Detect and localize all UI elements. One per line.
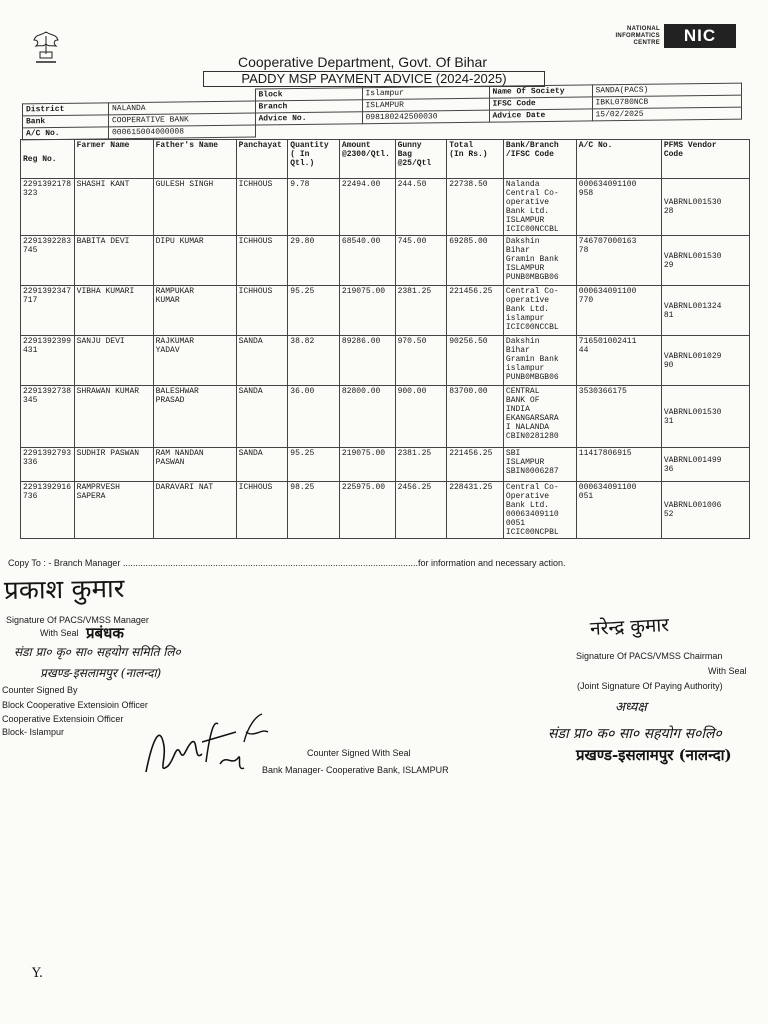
cell-father: DARAVARI NAT — [153, 482, 236, 539]
col-header: Farmer Name — [74, 140, 153, 179]
department-name: Cooperative Department, Govt. Of Bihar — [238, 54, 487, 70]
cell-total: 221456.25 — [447, 448, 504, 482]
cell-gunny: 244.50 — [395, 179, 447, 236]
cell-farmer: BABITA DEVI — [74, 236, 153, 286]
counter-signed-seal: Counter Signed With Seal — [307, 748, 411, 758]
cell-qty: 95.25 — [288, 286, 340, 336]
cell-gunny: 970.50 — [395, 336, 447, 386]
nic-logo-mark: NIC — [664, 24, 736, 48]
table-row — [21, 336, 750, 386]
cell-pfms: VABRNL001006 52 — [661, 482, 749, 539]
table-row — [21, 482, 750, 539]
col-header: Panchayat — [236, 140, 288, 179]
cell-gunny: 2381.25 — [395, 448, 447, 482]
col-header: A/C No. — [576, 140, 661, 179]
table-header-row — [21, 140, 750, 179]
table-row — [21, 386, 750, 448]
corner-mark: Y. — [32, 966, 44, 981]
copy-to-line: Copy To : - Branch Manager ......................................................................................................................for information and necessary action. — [8, 558, 566, 568]
ac-label: A/C No. — [23, 127, 109, 140]
cell-father: RAM NANDAN PASWAN — [153, 448, 236, 482]
joint-signature-label: (Joint Signature Of Paying Authority) — [577, 681, 723, 691]
cell-bank: Nalanda Central Co- operative Bank Ltd. ISLAMPUR ICIC00NCCBL — [503, 179, 576, 236]
document-title: PADDY MSP PAYMENT ADVICE (2024-2025) — [203, 71, 545, 87]
cell-gunny: 2381.25 — [395, 286, 447, 336]
cell-father: GULESH SINGH — [153, 179, 236, 236]
payment-table — [20, 139, 750, 539]
cell-gunny: 2456.25 — [395, 482, 447, 539]
cell-farmer: SHASHI KANT — [74, 179, 153, 236]
col-header: Gunny Bag @25/Qtl — [395, 140, 447, 179]
bank-manager-line: Bank Manager- Cooperative Bank, ISLAMPUR — [262, 765, 449, 775]
cell-pfms: VABRNL001029 90 — [661, 336, 749, 386]
col-header: Reg No. — [21, 140, 75, 179]
manager-stamp-title: प्रबंधक — [86, 624, 124, 642]
cell-bank: Central Co- operative Bank Ltd. islampur ICIC00NCCBL — [503, 286, 576, 336]
cell-panchayat: SANDA — [236, 386, 288, 448]
manager-stamp-society: संडा प्रा० कृ० सा० सहयोग समिति लि० — [14, 645, 181, 659]
cell-bank: Central Co- Operative Bank Ltd. 00063409110 0051 ICIC00NCPBL — [503, 482, 576, 539]
cell-amount: 225975.00 — [339, 482, 395, 539]
cell-amount: 219075.00 — [339, 448, 395, 482]
cell-qty: 29.80 — [288, 236, 340, 286]
bank-value: COOPERATIVE BANK — [109, 113, 256, 127]
col-header: Total (In Rs.) — [447, 140, 504, 179]
chairman-stamp-society: संडा प्रा० क० सा० सहयोग स०लि० — [548, 726, 722, 742]
table-row — [21, 286, 750, 336]
manager-signature: प्रकाश कुमार — [3, 573, 125, 607]
bank-label: Bank — [23, 115, 109, 128]
col-header: Quantity ( In Qtl.) — [288, 140, 340, 179]
advice-no-label: Advice No. — [255, 112, 362, 125]
cell-reg: 2291392738345 — [21, 386, 75, 448]
cell-amount: 219075.00 — [339, 286, 395, 336]
cell-qty: 36.00 — [288, 386, 340, 448]
cell-farmer: SHRAWAN KUMAR — [74, 386, 153, 448]
cell-amount: 89286.00 — [339, 336, 395, 386]
table-row — [21, 236, 750, 286]
bceo-line-1: Block Cooperative Extensioin Officer — [2, 700, 148, 710]
block-label: Block — [255, 88, 362, 101]
cell-reg: 2291392793336 — [21, 448, 75, 482]
district-value: NALANDA — [109, 101, 256, 115]
cell-pfms: VABRNL001530 31 — [661, 386, 749, 448]
cell-gunny: 900.00 — [395, 386, 447, 448]
chairman-signature-label: Signature Of PACS/VMSS Chairman — [576, 651, 723, 661]
cell-gunny: 745.00 — [395, 236, 447, 286]
cell-pfms: VABRNL001324 81 — [661, 286, 749, 336]
cell-ac: 716501002411 44 — [576, 336, 661, 386]
district-label: District — [23, 103, 109, 116]
cell-panchayat: ICHHOUS — [236, 179, 288, 236]
bihar-emblem-icon — [30, 30, 62, 66]
manager-with-seal: With Seal — [40, 628, 79, 638]
ifsc-label: IFSC Code — [489, 97, 592, 110]
cell-bank: Dakshin Bihar Gramin Bank ISLAMPUR PUNB0MBGB06 — [503, 236, 576, 286]
col-header: Bank/Branch /IFSC Code — [503, 140, 576, 179]
cell-farmer: SANJU DEVI — [74, 336, 153, 386]
ifsc-value: IBKL0780NCB — [592, 95, 742, 109]
cell-qty: 38.82 — [288, 336, 340, 386]
cell-panchayat: SANDA — [236, 336, 288, 386]
cell-reg: 2291392178323 — [21, 179, 75, 236]
cell-total: 69285.00 — [447, 236, 504, 286]
cell-reg: 2291392347717 — [21, 286, 75, 336]
cell-total: 228431.25 — [447, 482, 504, 539]
bceo-line-2: Cooperative Extensioin Officer — [2, 714, 124, 724]
advice-no-value: 098180242500030 — [362, 110, 489, 124]
cell-father: BALESHWAR PRASAD — [153, 386, 236, 448]
nic-logo-text: NATIONAL INFORMATICS CENTRE — [615, 26, 660, 46]
cell-ac: 11417806915 — [576, 448, 661, 482]
manager-stamp-block: प्रखण्ड-इसलामपुर (नालन्दा) — [40, 666, 162, 680]
cell-panchayat: ICHHOUS — [236, 286, 288, 336]
cell-total: 221456.25 — [447, 286, 504, 336]
cell-father: DIPU KUMAR — [153, 236, 236, 286]
cell-pfms: VABRNL001530 28 — [661, 179, 749, 236]
cell-pfms: VABRNL001499 36 — [661, 448, 749, 482]
cell-total: 22738.50 — [447, 179, 504, 236]
cell-qty: 9.78 — [288, 179, 340, 236]
table-row — [21, 448, 750, 482]
cell-bank: Dakshin Bihar Gramin Bank islampur PUNB0MBGB06 — [503, 336, 576, 386]
cell-total: 90256.50 — [447, 336, 504, 386]
table-row — [21, 179, 750, 236]
cell-total: 83700.00 — [447, 386, 504, 448]
cell-father: RAMPUKAR KUMAR — [153, 286, 236, 336]
cell-ac: 000634091100 958 — [576, 179, 661, 236]
cell-qty: 95.25 — [288, 448, 340, 482]
society-value: SANDA(PACS) — [592, 83, 742, 97]
cell-ac: 000634091100 770 — [576, 286, 661, 336]
manager-signature-label: Signature Of PACS/VMSS Manager — [6, 615, 149, 625]
ac-value: 000615004000008 — [109, 125, 256, 139]
branch-label: Branch — [255, 100, 362, 113]
cell-farmer: RAMPRVESH SAPERA — [74, 482, 153, 539]
cell-reg: 2291392283745 — [21, 236, 75, 286]
cell-bank: SBI ISLAMPUR SBIN0006287 — [503, 448, 576, 482]
chairman-signature: नरेन्द्र कुमार — [589, 613, 670, 641]
society-label: Name Of Society — [489, 85, 592, 98]
col-header: PFMS Vendor Code — [661, 140, 749, 179]
block-value: Islampur — [362, 86, 489, 100]
cell-amount: 82800.00 — [339, 386, 395, 448]
cell-ac: 746707000163 78 — [576, 236, 661, 286]
col-header: Amount @2300/Qtl. — [339, 140, 395, 179]
nic-logo — [586, 24, 756, 50]
cell-ac: 3530366175 — [576, 386, 661, 448]
col-header: Father's Name — [153, 140, 236, 179]
cell-farmer: VIBHA KUMARI — [74, 286, 153, 336]
cell-amount: 22494.00 — [339, 179, 395, 236]
cell-father: RAJKUMAR YADAV — [153, 336, 236, 386]
branch-value: ISLAMPUR — [362, 98, 489, 112]
cell-panchayat: SANDA — [236, 448, 288, 482]
cell-qty: 98.25 — [288, 482, 340, 539]
advice-date-value: 15/02/2025 — [592, 107, 742, 121]
cell-panchayat: ICHHOUS — [236, 482, 288, 539]
cell-ac: 000634091100 051 — [576, 482, 661, 539]
cell-reg: 2291392916736 — [21, 482, 75, 539]
officer-signature — [140, 702, 280, 792]
cell-farmer: SUDHIR PASWAN — [74, 448, 153, 482]
bceo-line-3: Block- Islampur — [2, 727, 65, 737]
chairman-stamp-block: प्रखण्ड-इसलामपुर (नालन्दा) — [576, 746, 732, 764]
cell-pfms: VABRNL001530 29 — [661, 236, 749, 286]
cell-reg: 2291392399431 — [21, 336, 75, 386]
chairman-stamp-title: अध्यक्ष — [615, 700, 647, 715]
advice-date-label: Advice Date — [489, 109, 592, 122]
counter-signed-by: Counter Signed By — [2, 685, 78, 695]
cell-amount: 68540.00 — [339, 236, 395, 286]
chairman-with-seal: With Seal — [708, 666, 747, 676]
advice-info-table — [22, 83, 742, 141]
cell-bank: CENTRAL BANK OF INDIA EKANGARSARA I NALANDA CBIN0281280 — [503, 386, 576, 448]
cell-panchayat: ICHHOUS — [236, 236, 288, 286]
